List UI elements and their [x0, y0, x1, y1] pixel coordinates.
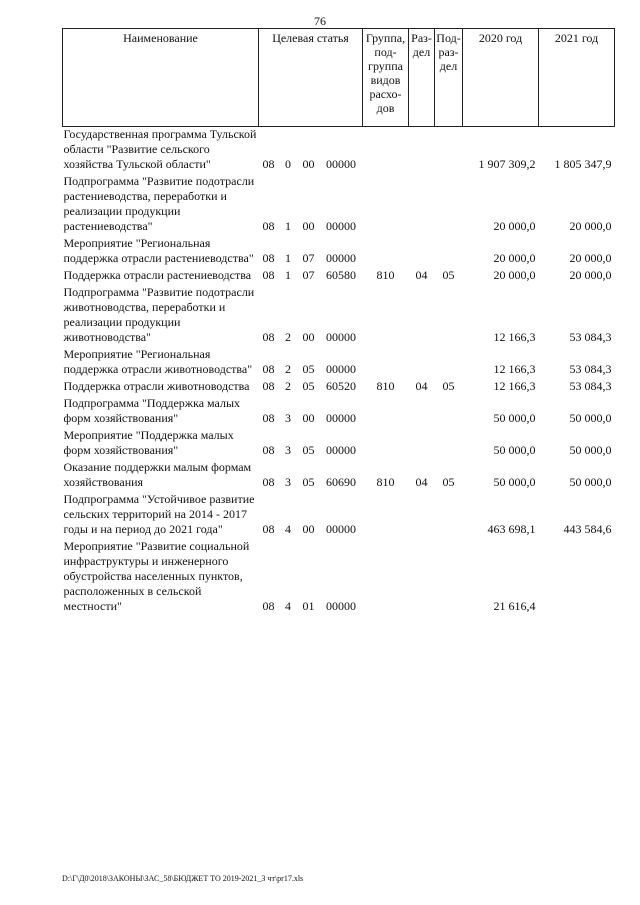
subsection-code — [435, 539, 463, 616]
amount-2021: 50 000,0 — [569, 475, 612, 489]
subsection-code — [435, 428, 463, 460]
target-article-subprogram: 2 — [285, 362, 291, 376]
expense-group — [363, 428, 409, 460]
section-code — [409, 396, 435, 428]
table-row — [63, 539, 615, 616]
amount-2021: 443 584,6 — [563, 522, 612, 536]
amount-2021: 53 084,3 — [569, 379, 612, 393]
table-row — [63, 379, 615, 396]
amount-2021 — [539, 539, 615, 616]
row-name: Оказание поддержки малым формам хозяйствования — [63, 460, 252, 489]
header-expense-group: Группа, под-группа видов расхо-дов — [363, 29, 409, 127]
expense-group — [363, 347, 409, 379]
target-article-measure: 05 — [302, 475, 315, 489]
target-article-measure: 07 — [302, 251, 315, 265]
target-article-program: 08 — [262, 379, 275, 393]
amount-2021: 53 084,3 — [569, 330, 612, 344]
table-row — [63, 236, 615, 268]
amount-2020: 50 000,0 — [493, 443, 536, 457]
amount-2020: 20 000,0 — [493, 251, 536, 265]
subsection-code — [435, 127, 463, 175]
target-article-subprogram: 4 — [285, 522, 291, 536]
header-year-2020: 2020 год — [463, 29, 539, 127]
amount-2021: 50 000,0 — [569, 443, 612, 457]
amount-2021: 20 000,0 — [569, 219, 612, 233]
table-row — [63, 428, 615, 460]
target-article-subprogram: 0 — [285, 157, 291, 171]
table-body — [63, 127, 615, 617]
amount-2021: 20 000,0 — [569, 268, 612, 282]
row-name: Поддержка отрасли животноводства — [63, 379, 250, 393]
amount-2021: 53 084,3 — [569, 362, 612, 376]
section-code: 04 — [415, 268, 428, 282]
amount-2020: 1 907 309,2 — [478, 157, 536, 171]
target-article-program: 08 — [262, 443, 275, 457]
target-article-measure: 00 — [302, 411, 315, 425]
target-article-direction: 00000 — [326, 522, 356, 536]
target-article-direction: 00000 — [326, 157, 356, 171]
amount-2021: 50 000,0 — [569, 411, 612, 425]
target-article-measure: 00 — [302, 219, 315, 233]
target-article-program: 08 — [262, 330, 275, 344]
subsection-code: 05 — [442, 268, 455, 282]
header-subsection: Под-раз-дел — [435, 29, 463, 127]
section-code — [409, 127, 435, 175]
subsection-code — [435, 396, 463, 428]
expense-group: 810 — [376, 475, 395, 489]
target-article-direction: 00000 — [326, 411, 356, 425]
target-article-measure: 01 — [302, 599, 315, 613]
target-article-direction: 00000 — [326, 362, 356, 376]
target-article-measure: 00 — [302, 157, 315, 171]
amount-2021: 20 000,0 — [569, 251, 612, 265]
target-article-measure: 00 — [302, 522, 315, 536]
amount-2020: 12 166,3 — [493, 379, 536, 393]
target-article-program: 08 — [262, 157, 275, 171]
expense-group: 810 — [376, 268, 395, 282]
page-number: 76 — [314, 14, 326, 28]
target-article-subprogram: 3 — [285, 443, 291, 457]
target-article-subprogram: 4 — [285, 599, 291, 613]
row-name: Мероприятие "Развитие социальной инфраструктуры и инженерного обустройства населенных пунктов, расположенных в сельской местности" — [63, 539, 250, 613]
subsection-code: 05 — [442, 475, 455, 489]
target-article-program: 08 — [262, 362, 275, 376]
amount-2020: 50 000,0 — [493, 475, 536, 489]
section-code: 04 — [415, 379, 428, 393]
target-article-program: 08 — [262, 475, 275, 489]
target-article-program: 08 — [262, 599, 275, 613]
target-article-direction: 00000 — [326, 251, 356, 265]
expense-group — [363, 539, 409, 616]
row-name: Мероприятие "Поддержка малых форм хозяйствования" — [63, 428, 234, 457]
target-article-program: 08 — [262, 522, 275, 536]
target-article-direction: 60580 — [326, 268, 356, 282]
target-article-subprogram: 1 — [285, 268, 291, 282]
row-name: Мероприятие "Региональная поддержка отрасли животноводства" — [63, 347, 253, 376]
target-article-program: 08 — [262, 219, 275, 233]
target-article-measure: 07 — [302, 268, 315, 282]
section-code — [409, 492, 435, 539]
table-row — [63, 492, 615, 539]
table-header-row — [63, 29, 615, 127]
row-name: Подпрограмма "Устойчивое развитие сельских территорий на 2014 - 2017 годы и на период до 2021 года" — [63, 492, 255, 536]
target-article-direction: 60520 — [326, 379, 356, 393]
section-code — [409, 285, 435, 347]
section-code: 04 — [415, 475, 428, 489]
table-row — [63, 285, 615, 347]
target-article-program: 08 — [262, 411, 275, 425]
header-target-article: Целевая статья — [259, 29, 363, 127]
header-year-2021: 2021 год — [539, 29, 615, 127]
target-article-measure: 05 — [302, 379, 315, 393]
target-article-direction: 00000 — [326, 219, 356, 233]
amount-2020: 20 000,0 — [493, 219, 536, 233]
table-row — [63, 268, 615, 285]
header-name: Наименование — [63, 29, 259, 127]
section-code — [409, 428, 435, 460]
budget-table — [62, 28, 615, 616]
amount-2021: 1 805 347,9 — [554, 157, 612, 171]
amount-2020: 50 000,0 — [493, 411, 536, 425]
expense-group — [363, 285, 409, 347]
target-article-direction: 00000 — [326, 599, 356, 613]
target-article-program: 08 — [262, 268, 275, 282]
amount-2020: 21 616,4 — [493, 599, 536, 613]
expense-group — [363, 127, 409, 175]
file-path-footer: D:\Г\Д0\2018\ЗАКОНЫ\ЗАС_58\БЮДЖЕТ ТО 2019-2021_3 чт\pr17.xls — [62, 874, 304, 883]
section-code — [409, 236, 435, 268]
row-name: Подпрограмма "Развитие подотрасли животноводства, переработки и реализации продукции животноводства" — [63, 285, 255, 344]
section-code — [409, 174, 435, 236]
row-name: Подпрограмма "Поддержка малых форм хозяйствования" — [63, 396, 241, 425]
section-code — [409, 539, 435, 616]
table-row — [63, 396, 615, 428]
target-article-measure: 05 — [302, 443, 315, 457]
table-row — [63, 127, 615, 175]
amount-2020: 12 166,3 — [493, 330, 536, 344]
target-article-direction: 00000 — [326, 330, 356, 344]
subsection-code — [435, 492, 463, 539]
target-article-subprogram: 3 — [285, 475, 291, 489]
row-name: Поддержка отрасли растениеводства — [63, 268, 252, 282]
amount-2020: 463 698,1 — [487, 522, 536, 536]
table-row — [63, 347, 615, 379]
table-row — [63, 174, 615, 236]
subsection-code — [435, 285, 463, 347]
row-name: Государственная программа Тульской области "Развитие сельского хозяйства Тульской области" — [63, 127, 257, 171]
subsection-code — [435, 174, 463, 236]
target-article-subprogram: 3 — [285, 411, 291, 425]
section-code — [409, 347, 435, 379]
target-article-subprogram: 2 — [285, 379, 291, 393]
target-article-measure: 05 — [302, 362, 315, 376]
table-row — [63, 460, 615, 492]
target-article-subprogram: 2 — [285, 330, 291, 344]
target-article-subprogram: 1 — [285, 251, 291, 265]
header-section: Раз-дел — [409, 29, 435, 127]
target-article-direction: 00000 — [326, 443, 356, 457]
target-article-program: 08 — [262, 251, 275, 265]
target-article-subprogram: 1 — [285, 219, 291, 233]
expense-group: 810 — [376, 379, 395, 393]
row-name: Подпрограмма "Развитие подотрасли растениеводства, переработки и реализации продукции растениеводства" — [63, 174, 255, 233]
expense-group — [363, 174, 409, 236]
amount-2020: 20 000,0 — [493, 268, 536, 282]
subsection-code: 05 — [442, 379, 455, 393]
expense-group — [363, 396, 409, 428]
expense-group — [363, 236, 409, 268]
expense-group — [363, 492, 409, 539]
amount-2020: 12 166,3 — [493, 362, 536, 376]
row-name: Мероприятие "Региональная поддержка отрасли растениеводства" — [63, 236, 254, 265]
target-article-direction: 60690 — [326, 475, 356, 489]
target-article-measure: 00 — [302, 330, 315, 344]
subsection-code — [435, 236, 463, 268]
subsection-code — [435, 347, 463, 379]
